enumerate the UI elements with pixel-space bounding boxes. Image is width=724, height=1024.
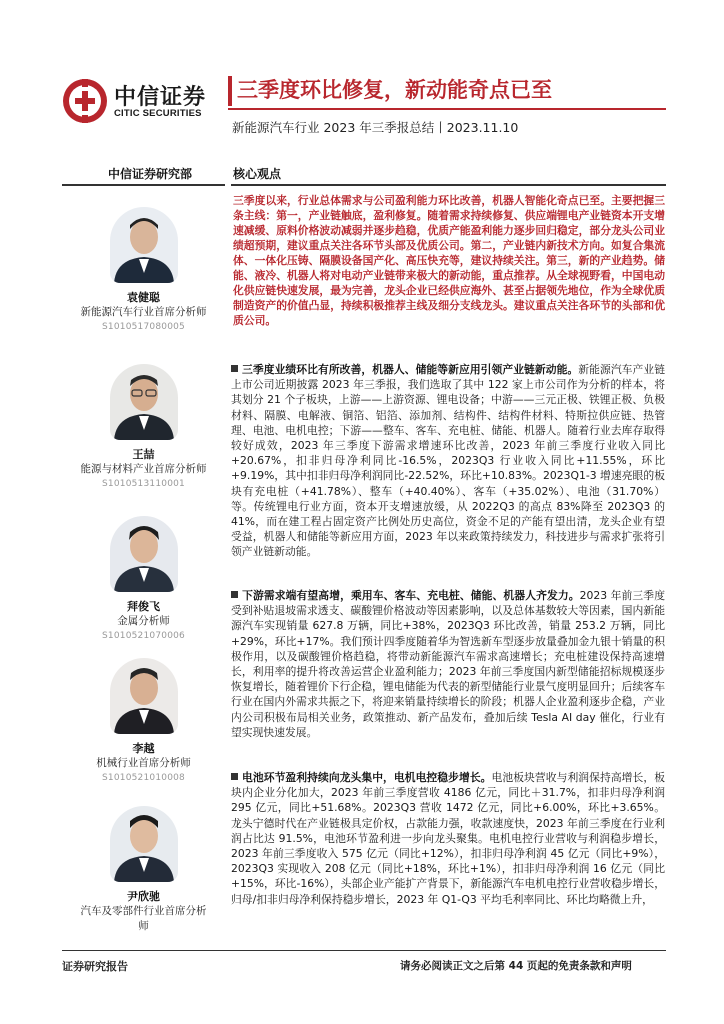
analyst-name: 李越 <box>132 742 155 755</box>
analyst-id: S1010521010008 <box>102 773 185 783</box>
paragraph-lead: 三季度业绩环比有所改善，机器人、储能等新应用引领产业链新动能。 <box>242 363 579 376</box>
paragraph-body: 2023 年前三季度受到补贴退坡需求透支、碳酸锂价格波动等因素影响，以及总体基数较大等因素，国内新能源汽车实现销量 627.8 万辆，同比+38%，2023Q3 环比改善，销量 253.2 万辆，同比+29%，环比+17%。我们预计四季度随着华为智选新车型逐步放量叠加金九银十销量的积极作用，以及碳酸锂价格趋稳，将带动新能源汽车需求高速增长；充电桩建设保持高速增长，利用率的提升将改善运营企业盈利能力；2023 年前三季度国内新型储能招标规模逐步恢复增长，随着锂价下行企稳，锂电储能为代表的新型储能行业景气度明显回升；后续客车行业在国内外需求共振之下，将迎来销量持续增长的阶段；机器人企业盈利逐步企稳，产业内公司积极布局相关业务，政策推动、新产品发布，叠加后续 Tesla AI day 催化，行业有望实现快速发展。 <box>231 589 665 739</box>
logo-text-en: CITIC SECURITIES <box>114 108 202 119</box>
footer-divider <box>62 950 666 951</box>
logo-text-cn: 中信证券 <box>114 84 207 110</box>
left-divider <box>62 184 225 186</box>
avatar <box>110 207 178 283</box>
title-divider <box>228 108 666 110</box>
analyst-title: 能源与材料产业首席分析师 <box>80 463 207 475</box>
analyst-card <box>62 207 225 332</box>
analyst-id: S1010513110001 <box>102 479 185 489</box>
avatar <box>110 516 178 592</box>
analyst-id: S1010517080005 <box>102 322 185 332</box>
analyst-title: 机械行业首席分析师 <box>96 757 191 769</box>
paragraph-lead: 下游需求端有望高增，乘用车、客车、充电桩、储能、机器人齐发力。 <box>242 589 580 602</box>
avatar <box>110 364 178 440</box>
analyst-title: 汽车及零部件行业首席分析师 <box>80 905 207 932</box>
report-subtitle: 新能源汽车行业 2023 年三季报总结丨2023.11.10 <box>232 120 519 135</box>
analyst-title: 金属分析师 <box>117 615 170 627</box>
core-summary: 三季度以来，行业总体需求与公司盈利能力环比改善，机器人智能化奇点已至。主要把握三条主线：第一，产业链触底，盈利修复。随着需求持续修复、供应端锂电产业链资本开支增速减缓、原料价格波动减弱并逐步趋稳，优质产能盈利能力逐步回归稳定，部分龙头公司业绩超预期，建议重点关注各环节头部及优质公司。第二，产业链内新技术方向。如复合集流体、一体化压铸、隔膜设备国产化、高压快充等，建议持续关注。第三，新的产业趋势。储能、液冷、机器人将对电动产业链带来极大的新动能，重点推荐。从全球视野看，中国电动化供应链快速发展，最为完善，龙头企业已经供应海外、甚至占据领先地位，作为全球优质制造资产的价值凸显，持续积极推荐主线及细分支线龙头。建议重点关注各环节的头部和优质公司。 <box>233 194 665 328</box>
avatar <box>110 658 178 734</box>
citic-logo <box>62 78 222 124</box>
analyst-name: 王喆 <box>132 448 155 461</box>
analyst-name: 袁健聪 <box>127 291 160 304</box>
bullet-square-icon <box>231 365 238 372</box>
paragraph-lead: 电池环节盈利持续向龙头集中，电机电控稳步增长。 <box>242 771 492 784</box>
research-dept-heading: 中信证券研究部 <box>108 167 193 181</box>
avatar <box>110 806 178 882</box>
bullet-square-icon <box>231 591 238 598</box>
title-accent-bar <box>228 76 232 106</box>
analyst-card <box>62 364 225 489</box>
analyst-card <box>62 516 225 641</box>
analyst-name: 尹欣驰 <box>127 890 160 903</box>
report-title: 三季度环比修复，新动能奇点已至 <box>237 78 552 102</box>
analyst-title: 新能源汽车行业首席分析师 <box>80 306 207 318</box>
analyst-name: 拜俊飞 <box>127 600 160 613</box>
paragraph-body: 电池板块营收与利润保持高增长，板块内企业分化加大，2023 年前三季度营收 4186 亿元，同比＋31.7%，扣非归母净利润 295 亿元，同比+51.68%。2023Q3 营收 1472 亿元，同比+6.00%，环比+3.65%。龙头宁德时代在产业链极具定价权，占款能力强，收款速度快，2023 年前三季度在行业利润占比达 91.5%，电池环节盈利进一步向龙头聚集。电机电控行业营收与利润稳步增长，2023 年前三季度收入 575 亿元（同比+12%），扣非归母净利润 45 亿元（同比+9%），2023Q3 实现收入 208 亿元（同比+18%，环比+1%），扣非归母净利润 16 亿元（同比+15%，环比-16%），头部企业产能扩产背景下，新能源汽车电机电控行业营收稳步增长，归母/扣非归母净利保持稳步增长，2023 年 Q1-Q3 平均毛利率同比、环比均略微上升， <box>231 771 666 906</box>
section-paragraph <box>231 770 665 907</box>
citic-logo-icon <box>62 78 108 124</box>
section-paragraph <box>231 588 665 740</box>
right-divider <box>231 184 666 186</box>
bullet-square-icon <box>231 773 238 780</box>
footer-disclaimer: 请务必阅读正文之后第 44 页起的免责条款和声明 <box>400 960 632 972</box>
paragraph-body: 新能源汽车产业链上市公司近期披露 2023 年三季报，我们选取了其中 122 家上市公司作为分析的样本，将其划分 21 个子板块，上游——上游资源、锂电设备；中游——三元正极、铁锂正极、负极材料、隔膜、电解液、铜箔、铝箔、添加剂、结构件、结构件材料、特斯拉供应链、热管理、电池、电机电控；下游——整车、客车、充电桩、储能、机器人。随着行业去库存取得较好成效，2023 年三季度下游需求增速环比改善，2023 年前三季度行业收入同比+20.67%，扣非归母净利同比-16.5%，2023Q3 行业收入同比+11.55%，环比+9.19%，其中扣非归母净利润同比-22.52%，环比+10.83%。2023Q1-3 增速亮眼的板块有充电桩（+41.78%）、整车（+40.40%）、客车（+35.02%）、电池（31.70%）等。传统锂电行业方面，资本开支增速放缓，从 2022Q3 的高点 83%降至 2023Q3 的 41%，而在建工程占固定资产比例处历史高位，资金不足的产能有望出清，龙头企业有望受益，机器人和储能等新应用方面，2023 年以来政策持续发力，科技进步与需求扩张将引领产业链新动能。 <box>231 363 666 559</box>
analyst-id: S1010521070006 <box>102 631 185 641</box>
footer-report-type: 证券研究报告 <box>62 960 128 973</box>
analyst-card <box>62 806 225 934</box>
analyst-card <box>62 658 225 783</box>
core-view-heading: 核心观点 <box>233 167 282 181</box>
section-paragraph <box>231 362 665 560</box>
